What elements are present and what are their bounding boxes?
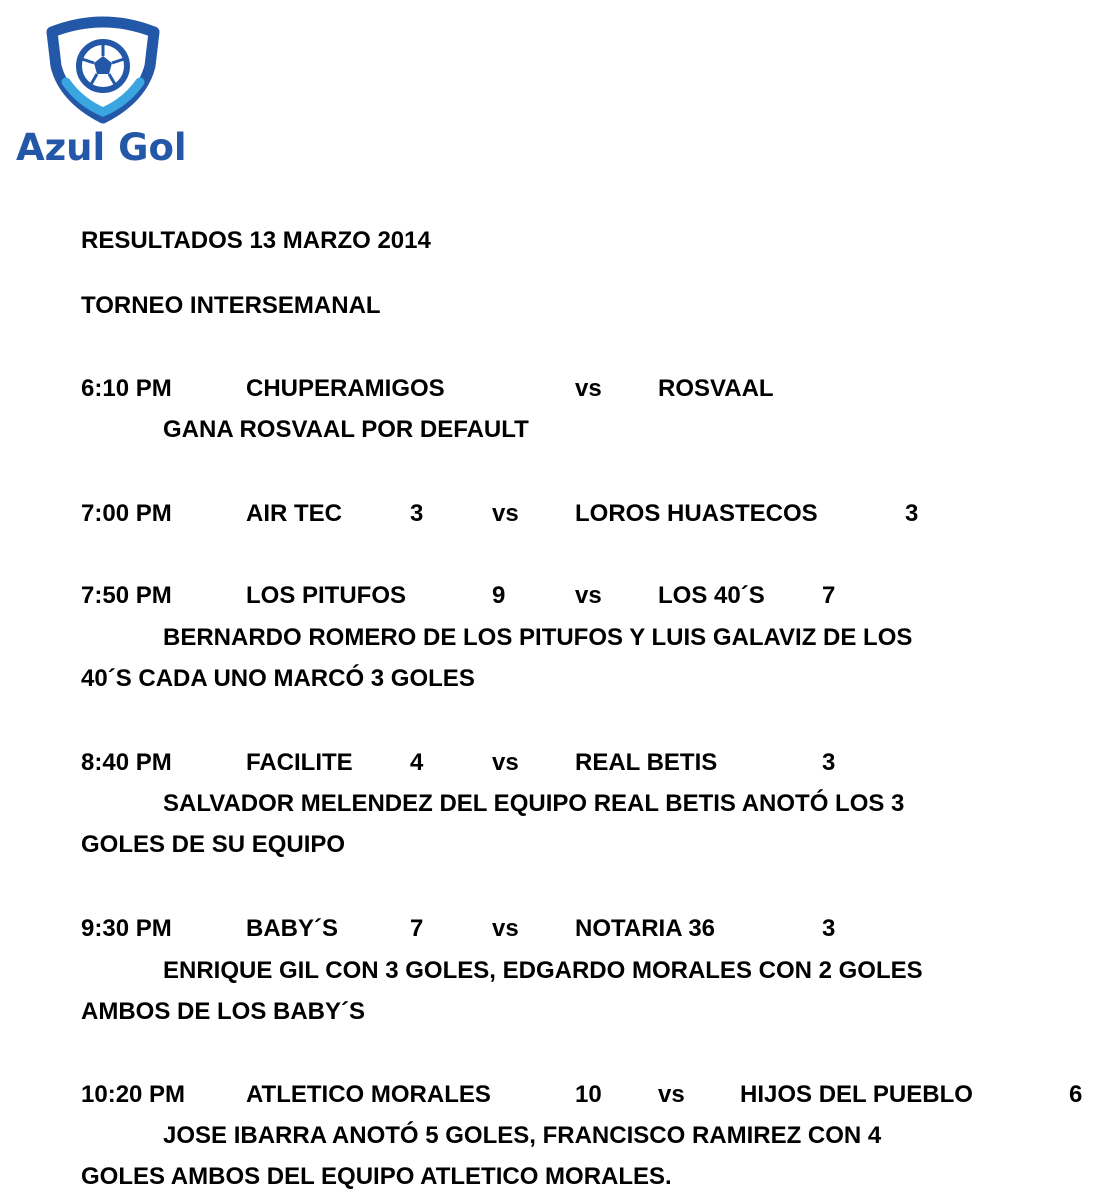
match-note-continued: GOLES DE SU EQUIPO — [81, 831, 346, 858]
match-note: ENRIQUE GIL CON 3 GOLES, EDGARDO MORALES CON 2 GOLES — [163, 957, 923, 984]
match-note: GANA ROSVAAL POR DEFAULT — [163, 416, 529, 443]
away-score: 7 — [822, 582, 836, 609]
vs-label: vs — [492, 749, 519, 776]
match-row — [81, 581, 1111, 611]
home-score: 4 — [410, 749, 424, 776]
vs-label: vs — [492, 915, 519, 942]
brand-logo — [14, 14, 187, 174]
away-team: LOS 40´S — [658, 582, 765, 609]
away-score: 6 — [1069, 1081, 1083, 1108]
match-time: 10:20 PM — [81, 1081, 186, 1108]
away-team: HIJOS DEL PUEBLO — [740, 1081, 973, 1108]
home-score: 7 — [410, 915, 424, 942]
home-score: 9 — [492, 582, 506, 609]
match-note-continued: 40´S CADA UNO MARCÓ 3 GOLES — [81, 665, 475, 692]
home-score: 10 — [575, 1081, 602, 1108]
match-row — [81, 748, 1111, 778]
vs-label: vs — [575, 582, 602, 609]
vs-label: vs — [575, 375, 602, 402]
brand-name: Azul Gol — [16, 126, 187, 169]
away-team: LOROS HUASTECOS — [575, 500, 818, 527]
away-score: 3 — [905, 500, 919, 527]
match-time: 9:30 PM — [81, 915, 172, 942]
home-team: CHUPERAMIGOS — [246, 375, 445, 402]
match-row — [81, 374, 1111, 404]
away-team: NOTARIA 36 — [575, 915, 716, 942]
match-note: SALVADOR MELENDEZ DEL EQUIPO REAL BETIS ANOTÓ LOS 3 — [163, 790, 905, 817]
match-note: JOSE IBARRA ANOTÓ 5 GOLES, FRANCISCO RAMIREZ CON 4 — [163, 1122, 882, 1149]
home-team: AIR TEC — [246, 500, 342, 527]
away-team: ROSVAAL — [658, 375, 774, 402]
vs-label: vs — [492, 500, 519, 527]
document-subtitle: TORNEO INTERSEMANAL — [81, 292, 381, 319]
home-team: BABY´S — [246, 915, 339, 942]
away-score: 3 — [822, 749, 836, 776]
document-title: RESULTADOS 13 MARZO 2014 — [81, 227, 431, 254]
away-team: REAL BETIS — [575, 749, 718, 776]
home-score: 3 — [410, 500, 424, 527]
match-time: 7:00 PM — [81, 500, 172, 527]
home-team: ATLETICO MORALES — [246, 1081, 491, 1108]
home-team: FACILITE — [246, 749, 353, 776]
match-note-continued: AMBOS DE LOS BABY´S — [81, 998, 366, 1025]
match-row — [81, 914, 1111, 944]
match-time: 8:40 PM — [81, 749, 172, 776]
vs-label: vs — [658, 1081, 685, 1108]
match-time: 6:10 PM — [81, 375, 172, 402]
match-note-continued: GOLES AMBOS DEL EQUIPO ATLETICO MORALES. — [81, 1163, 672, 1190]
match-row — [81, 1080, 1111, 1110]
home-team: LOS PITUFOS — [246, 582, 407, 609]
soccer-ball-shield-icon — [46, 14, 160, 124]
match-row — [81, 499, 1111, 529]
match-time: 7:50 PM — [81, 582, 172, 609]
away-score: 3 — [822, 915, 836, 942]
match-note: BERNARDO ROMERO DE LOS PITUFOS Y LUIS GALAVIZ DE LOS — [163, 624, 913, 651]
